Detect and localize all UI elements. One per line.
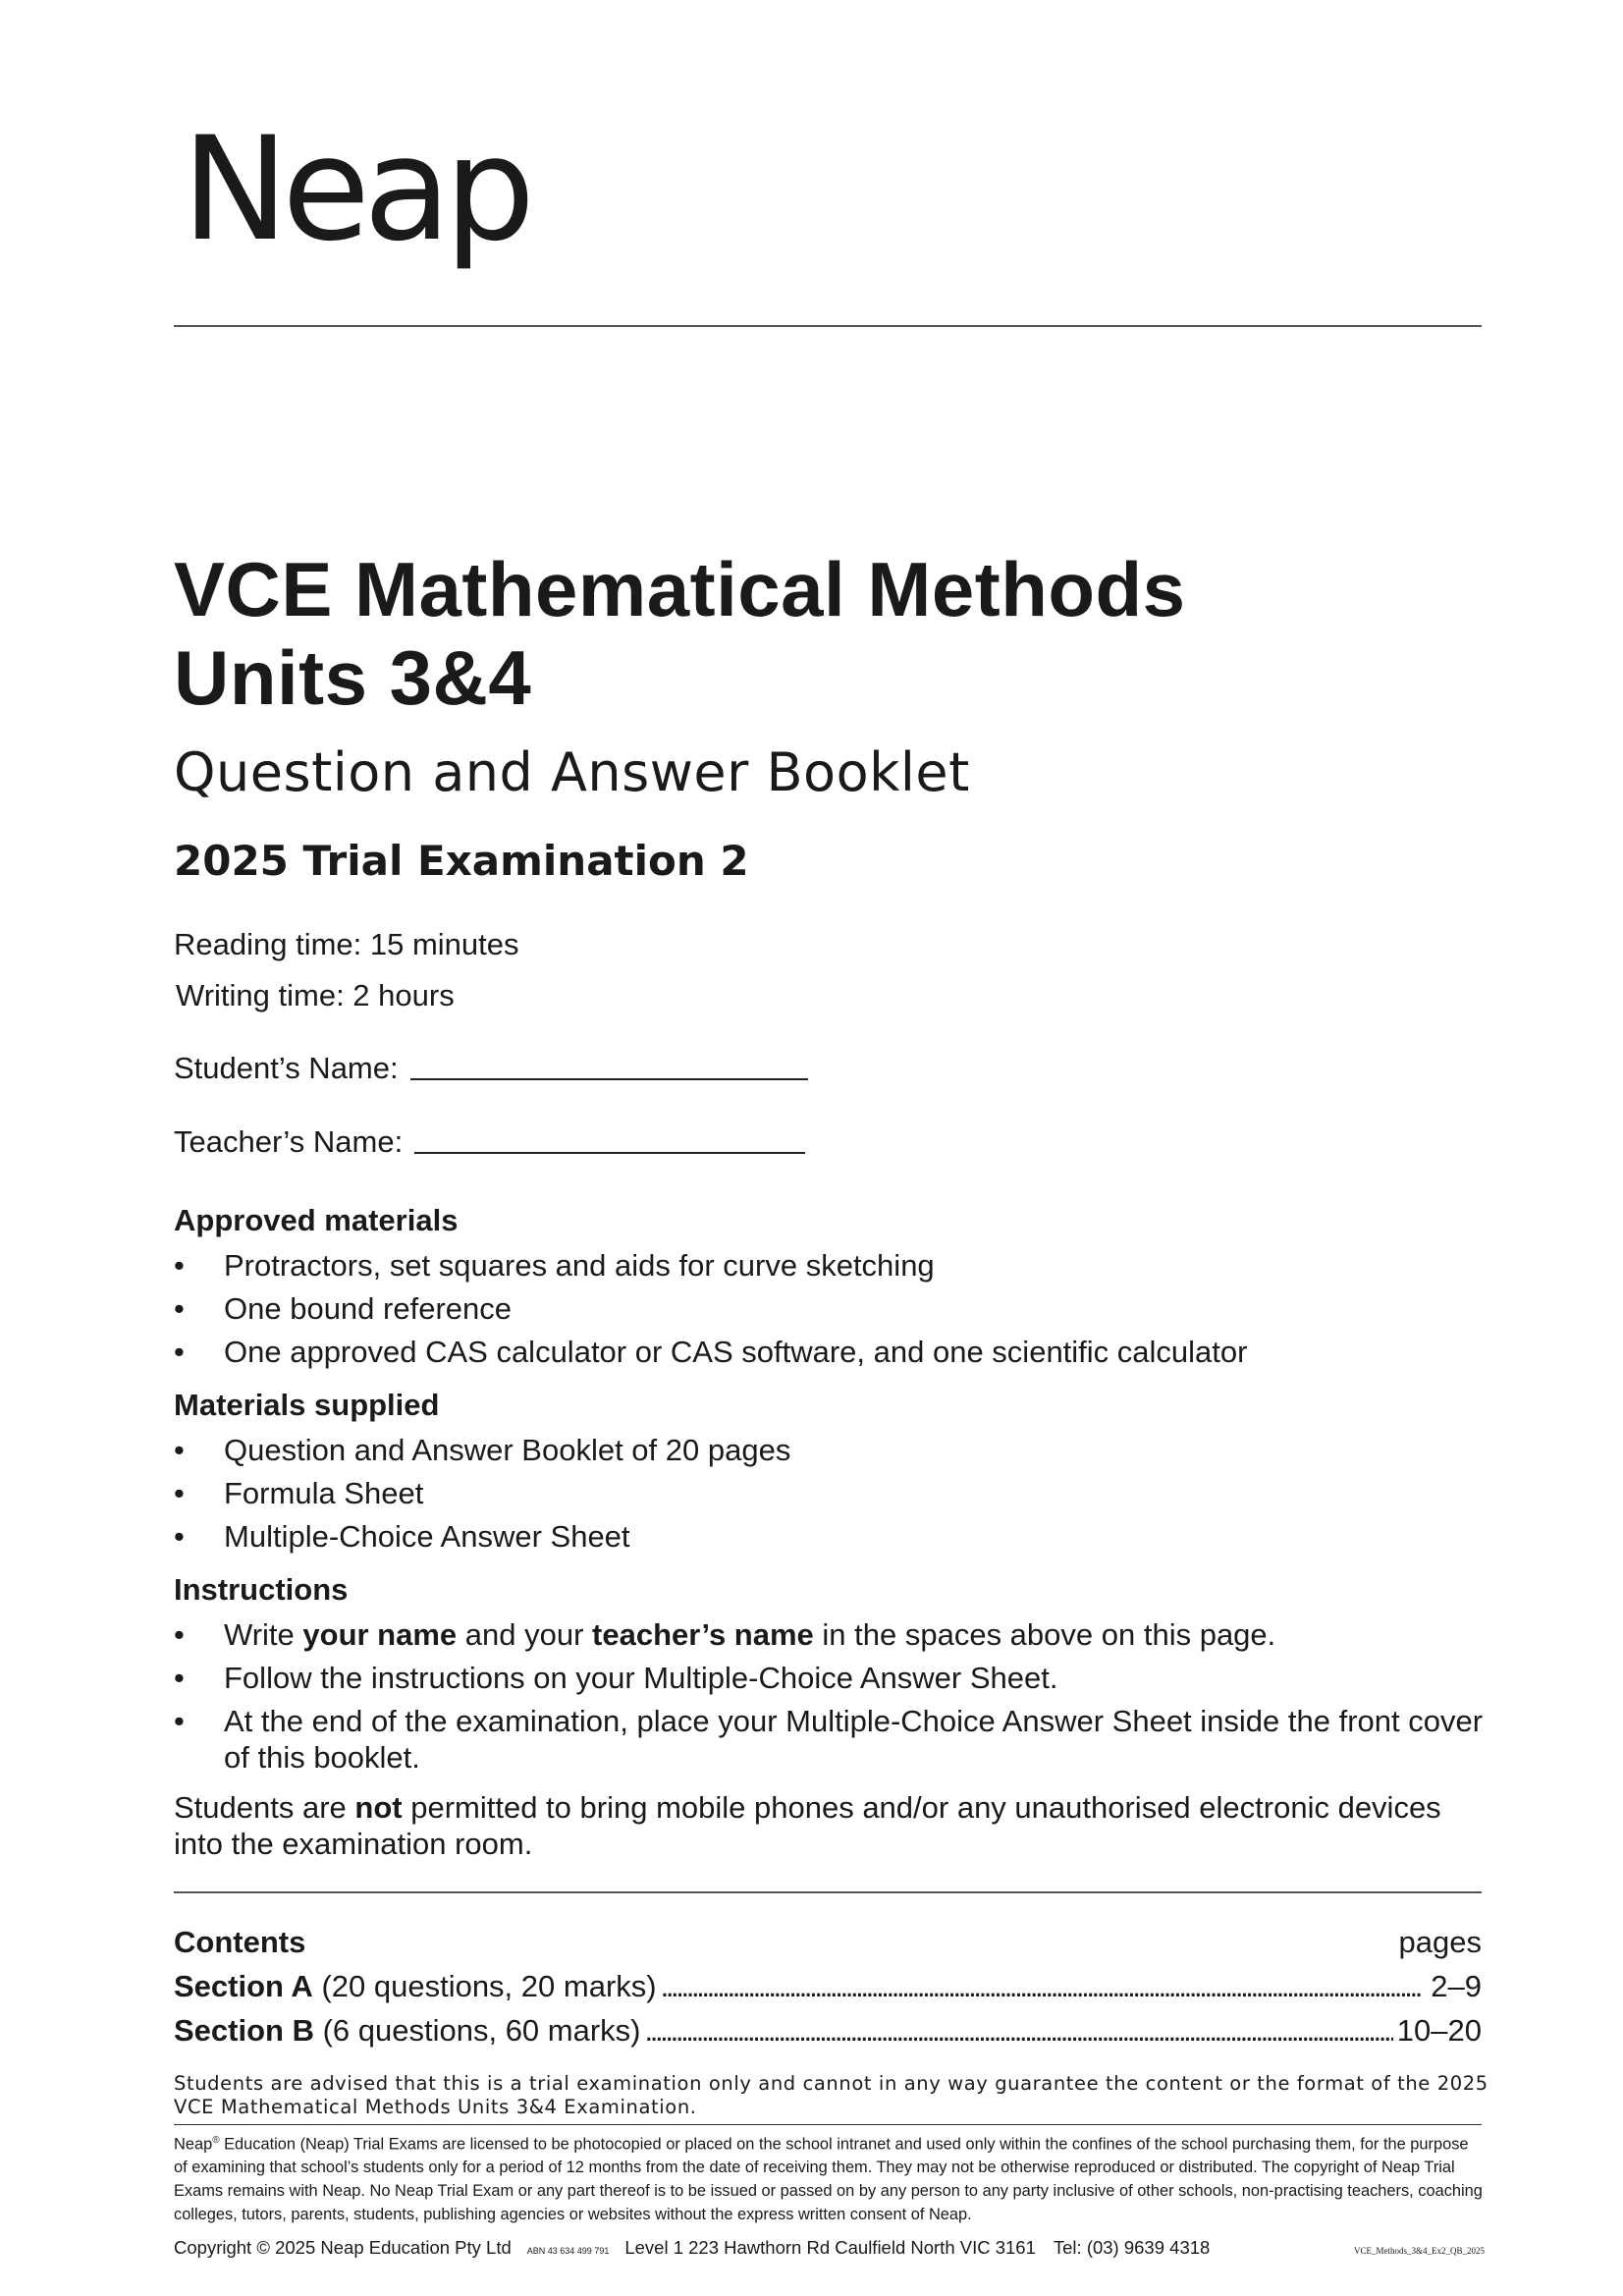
list-item: • One bound reference (174, 1290, 1489, 1327)
student-name-label: Student’s Name: (174, 1051, 399, 1085)
list-item: • Multiple-Choice Answer Sheet (174, 1518, 1489, 1555)
title-line-2: Units 3&4 (174, 634, 532, 721)
instruction-text: Write (224, 1617, 303, 1652)
toc-entry (174, 2013, 641, 2049)
list-item: • Question and Answer Booklet of 20 pages (174, 1432, 1489, 1468)
instruction-text: in the spaces above on this page. (813, 1617, 1276, 1652)
neap-logo: Neap (182, 106, 529, 273)
teacher-name-label: Teacher’s Name: (174, 1124, 404, 1159)
page-title (174, 545, 1186, 722)
student-name-row (174, 1051, 808, 1086)
contents-divider (174, 1891, 1482, 1893)
note-bold: not (354, 1790, 403, 1825)
contents-heading: Contents (174, 1925, 306, 1959)
student-name-field[interactable] (410, 1078, 808, 1080)
registered-mark: ® (212, 2135, 220, 2146)
trial-advice: Students are advised that this is a trial examination only and cannot in any way guarantee the content or the format of the 2025 VCE Mathematical Methods Units 3&4 Examination. (174, 2072, 1488, 2118)
teacher-name-row (174, 1124, 805, 1160)
toc-row-section-a (174, 1969, 1482, 2004)
toc-row-section-b (174, 2013, 1482, 2049)
toc-detail: (20 questions, 20 marks) (312, 1969, 657, 2003)
instruction-bold: your name (302, 1617, 458, 1652)
list-item: • Formula Sheet (174, 1475, 1489, 1511)
list-item: • At the end of the examination, place your Multiple-Choice Answer Sheet inside the front cover of this booklet. (174, 1703, 1489, 1776)
toc-pages: 10–20 (1396, 2013, 1482, 2048)
list-item: • One approved CAS calculator or CAS software, and one scientific calculator (174, 1334, 1489, 1370)
toc-entry (174, 1969, 657, 2004)
list-item: • Protractors, set squares and aids for curve sketching (174, 1247, 1489, 1284)
toc-section: Section B (174, 2013, 314, 2048)
title-line-1: VCE Mathematical Methods (174, 546, 1186, 632)
approved-materials-list (174, 1247, 1489, 1377)
instructions-list (174, 1616, 1489, 1782)
devices-note (174, 1789, 1489, 1862)
legal-notice (174, 2129, 1485, 2226)
approved-materials-heading: Approved materials (174, 1203, 459, 1237)
copyright: Copyright © 2025 Neap Education Pty Ltd (174, 2237, 512, 2258)
legal-text: Education (Neap) Trial Exams are licensed to be photocopied or placed on the school intranet and used only within the confines of the school purchasing them, for the purpose of examining that school’s students only for a period of 12 months from the date of receiving them. They may not be otherwise reproduced or distributed. The copyright of Neap Trial Exams remains with Neap. No Neap Trial Exam or any part thereof is to be issued or passed on by any person to any party inclusive of other schools, non-practising teachers, coaching colleges, tutors, parents, students, publishing agencies or websites without the express written consent of Neap. (174, 2135, 1483, 2224)
materials-supplied-list (174, 1432, 1489, 1561)
list-item (174, 1616, 1489, 1653)
instructions-heading: Instructions (174, 1572, 349, 1607)
writing-time: Writing time: 2 hours (176, 978, 455, 1012)
abn: ABN 43 634 499 791 (526, 2246, 610, 2256)
reading-time: Reading time: 15 minutes (174, 927, 519, 961)
booklet-subtitle: Question and Answer Booklet (174, 741, 970, 803)
telephone: Tel: (03) 9639 4318 (1053, 2237, 1211, 2258)
note-text: permitted to bring mobile phones and/or any unauthorised electronic devices into the examination room. (174, 1790, 1441, 1861)
toc-leader (661, 1969, 1428, 2004)
instruction-text: and your (457, 1617, 593, 1652)
address: Level 1 223 Hawthorn Rd Caulfield North VIC 3161 (624, 2237, 1036, 2258)
toc-leader (645, 2013, 1393, 2049)
legal-divider (174, 2124, 1482, 2125)
teacher-name-field[interactable] (414, 1152, 805, 1154)
footer (174, 2237, 1485, 2259)
pages-label: pages (1398, 1925, 1482, 1959)
list-item: • Follow the instructions on your Multiple-Choice Answer Sheet. (174, 1660, 1489, 1696)
legal-brand: Neap (174, 2135, 213, 2154)
note-text: Students are (174, 1790, 355, 1825)
top-divider (174, 325, 1482, 327)
document-code: VCE_Methods_3&4_Ex2_QB_2025 (1353, 2246, 1485, 2256)
materials-supplied-heading: Materials supplied (174, 1388, 440, 1422)
exam-name: 2025 Trial Examination 2 (174, 837, 749, 885)
toc-pages: 2–9 (1431, 1969, 1482, 2003)
instruction-bold: teacher’s name (592, 1617, 814, 1652)
toc-detail: (6 questions, 60 marks) (313, 2013, 641, 2048)
toc-section: Section A (174, 1969, 313, 2003)
